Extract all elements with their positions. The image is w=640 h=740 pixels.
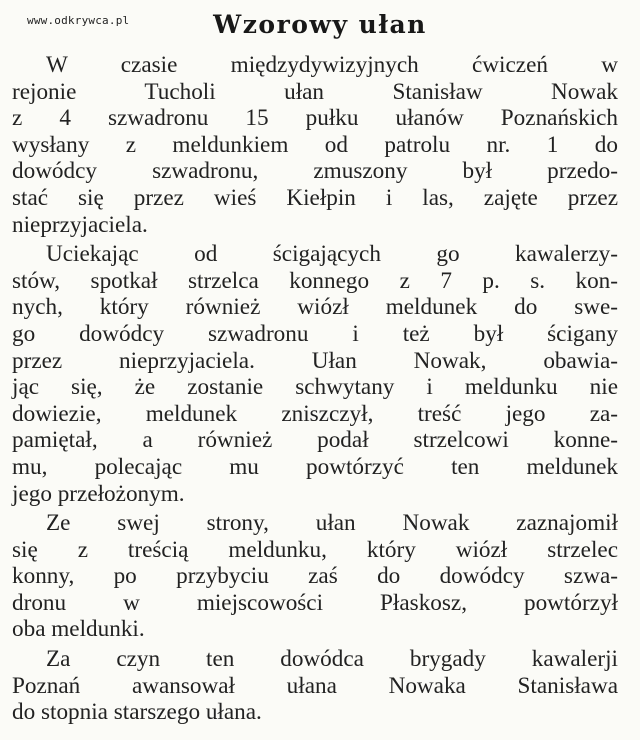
site-watermark: www.odkrywca.pl: [27, 14, 130, 27]
text-line: stać się przez wieś Kiełpin i las, zajęte przez: [12, 184, 618, 211]
text-line: nych, który również wiózł meldunek do swe-: [12, 294, 618, 321]
text-line: Uciekając od ścigających go kawalerzy-: [46, 241, 618, 268]
text-line: stów, spotkał strzelca konnego z 7 p. s. kon-: [12, 267, 618, 294]
text-line: dronu w miejscowości Płaskosz, powtórzył: [12, 589, 618, 616]
text-line: jąc się, że zostanie schwytany i meldunku nie: [12, 374, 618, 401]
text-line: przez nieprzyjaciela. Ułan Nowak, obawia-: [12, 347, 618, 374]
text-line: dowódcy szwadronu, zmuszony był przedo-: [12, 158, 618, 185]
text-line: konny, po przybyciu zaś do dowódcy szwa-: [12, 563, 618, 590]
article-title: Wzorowy ułan: [213, 10, 427, 39]
text-line: do stopnia starszego ułana.: [12, 699, 262, 726]
text-line: nieprzyjaciela.: [12, 211, 148, 238]
article-body: [12, 52, 618, 729]
text-line: Za czyn ten dowódca brygady kawalerji: [46, 646, 618, 673]
text-line: rejonie Tucholi ułan Stanisław Nowak: [12, 78, 618, 105]
text-line: oba meldunki.: [12, 616, 145, 643]
paragraph-1: [12, 52, 618, 238]
text-line: z 4 szwadronu 15 pułku ułanów Poznańskich: [12, 105, 618, 132]
text-line: wysłany z meldunkiem od patrolu nr. 1 do: [12, 131, 618, 158]
text-line: jego przełożonym.: [12, 480, 185, 507]
text-line: go dowódcy szwadronu i też był ścigany: [12, 320, 618, 347]
text-line: W czasie międzydywizyjnych ćwiczeń w: [46, 52, 618, 78]
paragraph-4: [12, 646, 618, 726]
paragraph-2: [12, 241, 618, 507]
text-line: Ze swej strony, ułan Nowak zaznajomił: [46, 510, 618, 537]
text-line: mu, polecając mu powtórzyć ten meldunek: [12, 453, 618, 480]
text-line: pamiętał, a również podał strzelcowi konne-: [12, 427, 618, 454]
text-line: dowiezie, meldunek zniszczył, treść jego za-: [12, 400, 618, 427]
text-line: się z treścią meldunku, który wiózł strzelec: [12, 536, 618, 563]
paragraph-3: [12, 510, 618, 643]
text-line: Poznań awansował ułana Nowaka Stanisława: [12, 672, 618, 699]
